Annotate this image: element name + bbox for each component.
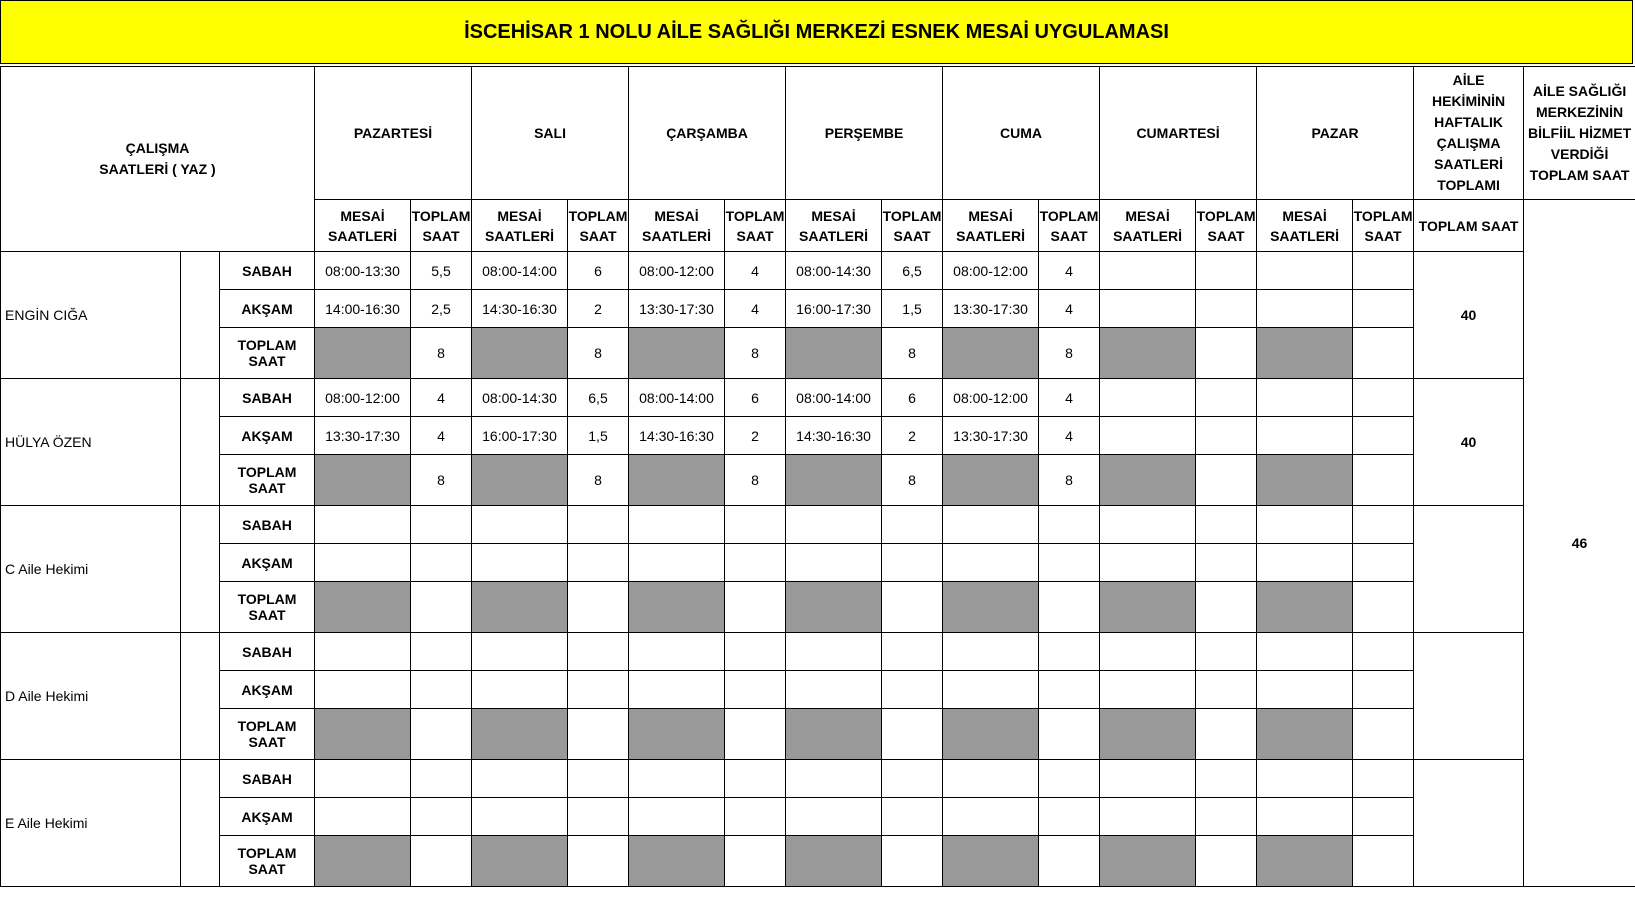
- day-total-cell: 8: [411, 455, 472, 506]
- hours-cell: [882, 760, 943, 798]
- time-range-cell: 08:00-12:00: [943, 379, 1039, 417]
- time-range-cell: [1100, 671, 1196, 709]
- table-row: [1, 290, 1635, 328]
- day-total-cell: [411, 582, 472, 633]
- hours-cell: 4: [1039, 290, 1100, 328]
- day-total-cell: [725, 836, 786, 887]
- hours-cell: [568, 798, 629, 836]
- time-range-cell: [629, 544, 725, 582]
- time-range-cell: [943, 798, 1039, 836]
- time-range-cell: 08:00-14:00: [472, 252, 568, 290]
- table-row: [1, 633, 1635, 671]
- shaded-cell: [1100, 328, 1196, 379]
- hours-cell: 4: [725, 252, 786, 290]
- time-range-cell: [1257, 379, 1353, 417]
- hours-cell: [725, 671, 786, 709]
- time-range-cell: [472, 671, 568, 709]
- hours-cell: [411, 671, 472, 709]
- shaded-cell: [1100, 836, 1196, 887]
- time-range-cell: 08:00-12:00: [943, 252, 1039, 290]
- day-total-cell: [1196, 836, 1257, 887]
- shaded-cell: [943, 455, 1039, 506]
- table-row: [1, 671, 1635, 709]
- total-hours-subheader: TOPLAM SAAT: [1196, 200, 1257, 252]
- hours-cell: [411, 633, 472, 671]
- shaded-cell: [315, 328, 411, 379]
- total-hours-subheader: TOPLAM SAAT: [411, 200, 472, 252]
- shift-label: TOPLAM SAAT: [220, 582, 315, 633]
- center-total-value: 46: [1524, 200, 1635, 887]
- shaded-cell: [786, 709, 882, 760]
- time-range-cell: [943, 506, 1039, 544]
- time-range-cell: [1100, 417, 1196, 455]
- table-row: [1, 328, 1635, 379]
- time-range-cell: [629, 798, 725, 836]
- day-total-cell: [1353, 328, 1414, 379]
- time-range-cell: [1100, 252, 1196, 290]
- shaded-cell: [472, 836, 568, 887]
- table-row: [1, 379, 1635, 417]
- shaded-cell: [1257, 582, 1353, 633]
- time-range-cell: [786, 506, 882, 544]
- time-range-cell: [786, 544, 882, 582]
- day-header: PERŞEMBE: [786, 67, 943, 200]
- shaded-cell: [1100, 455, 1196, 506]
- weekly-total-value: 40: [1414, 252, 1524, 379]
- time-range-cell: [1257, 544, 1353, 582]
- time-range-cell: 16:00-17:30: [472, 417, 568, 455]
- shaded-cell: [315, 582, 411, 633]
- table-row: [1, 836, 1635, 887]
- time-range-cell: [315, 544, 411, 582]
- hours-cell: [1196, 417, 1257, 455]
- weekly-total-value: [1414, 506, 1524, 633]
- hours-cell: [1353, 633, 1414, 671]
- day-total-cell: 8: [725, 455, 786, 506]
- day-total-cell: [568, 709, 629, 760]
- table-row: [1, 417, 1635, 455]
- time-range-cell: [786, 760, 882, 798]
- doctor-name: E Aile Hekimi: [1, 760, 181, 887]
- hours-cell: [1196, 798, 1257, 836]
- time-range-cell: 13:30-17:30: [943, 417, 1039, 455]
- shaded-cell: [629, 328, 725, 379]
- day-total-cell: [882, 836, 943, 887]
- day-total-cell: 8: [1039, 455, 1100, 506]
- total-hours-subheader: TOPLAM SAAT: [882, 200, 943, 252]
- hours-cell: [1196, 252, 1257, 290]
- day-total-cell: 8: [411, 328, 472, 379]
- day-total-cell: 8: [882, 455, 943, 506]
- time-range-cell: [1257, 798, 1353, 836]
- hours-cell: 2: [882, 417, 943, 455]
- day-total-cell: [1196, 582, 1257, 633]
- time-range-cell: 08:00-12:00: [315, 379, 411, 417]
- time-range-cell: [472, 633, 568, 671]
- time-range-cell: 13:30-17:30: [315, 417, 411, 455]
- time-range-cell: [1100, 290, 1196, 328]
- time-range-cell: [315, 671, 411, 709]
- shift-label: AKŞAM: [220, 671, 315, 709]
- day-total-cell: [1353, 582, 1414, 633]
- weekly-total-value: 40: [1414, 379, 1524, 506]
- day-total-cell: [1039, 582, 1100, 633]
- doctor-name: HÜLYA ÖZEN: [1, 379, 181, 506]
- day-total-cell: [411, 709, 472, 760]
- hours-cell: [882, 506, 943, 544]
- time-range-cell: 14:30-16:30: [786, 417, 882, 455]
- hours-cell: [1353, 379, 1414, 417]
- time-range-cell: [315, 798, 411, 836]
- doctor-name: C Aile Hekimi: [1, 506, 181, 633]
- hours-cell: [1353, 798, 1414, 836]
- time-range-cell: [1257, 506, 1353, 544]
- time-range-cell: 08:00-12:00: [629, 252, 725, 290]
- hours-cell: [568, 544, 629, 582]
- time-range-cell: [1257, 290, 1353, 328]
- shaded-cell: [629, 455, 725, 506]
- hours-cell: [1353, 760, 1414, 798]
- hours-cell: [411, 506, 472, 544]
- total-hours-subheader: TOPLAM SAAT: [1039, 200, 1100, 252]
- hours-cell: [1196, 506, 1257, 544]
- hours-cell: [411, 544, 472, 582]
- time-range-cell: [786, 798, 882, 836]
- time-range-cell: [1100, 544, 1196, 582]
- shaded-cell: [315, 709, 411, 760]
- mesai-hours-subheader: MESAİ SAATLERİ: [786, 200, 882, 252]
- time-range-cell: [786, 671, 882, 709]
- mesai-hours-subheader: MESAİ SAATLERİ: [1257, 200, 1353, 252]
- shift-label: TOPLAM SAAT: [220, 836, 315, 887]
- hours-cell: 6,5: [568, 379, 629, 417]
- mesai-hours-subheader: MESAİ SAATLERİ: [943, 200, 1039, 252]
- hours-cell: 4: [411, 417, 472, 455]
- hours-cell: [568, 760, 629, 798]
- hours-cell: [568, 633, 629, 671]
- time-range-cell: [1257, 633, 1353, 671]
- shaded-cell: [1257, 328, 1353, 379]
- weekly-total-value: [1414, 633, 1524, 760]
- shaded-cell: [943, 709, 1039, 760]
- shift-label: SABAH: [220, 760, 315, 798]
- time-range-cell: [1100, 760, 1196, 798]
- time-range-cell: [786, 633, 882, 671]
- hours-cell: [1196, 290, 1257, 328]
- blank-cell: [181, 379, 220, 506]
- weekly-total-subheader: TOPLAM SAAT: [1414, 200, 1524, 252]
- hours-cell: [882, 671, 943, 709]
- time-range-cell: [1100, 633, 1196, 671]
- schedule-table: [0, 66, 1635, 887]
- hours-cell: 6: [882, 379, 943, 417]
- hours-cell: [1353, 506, 1414, 544]
- hours-cell: [882, 798, 943, 836]
- table-row: [1, 582, 1635, 633]
- time-range-cell: 08:00-13:30: [315, 252, 411, 290]
- shaded-cell: [943, 836, 1039, 887]
- shaded-cell: [943, 328, 1039, 379]
- weekly-total-header: AİLE HEKİMİNİN HAFTALIK ÇALIŞMA SAATLERİ TOPLAMI: [1414, 67, 1524, 200]
- shaded-cell: [1257, 836, 1353, 887]
- day-total-cell: [725, 582, 786, 633]
- day-total-cell: [568, 582, 629, 633]
- day-header: ÇARŞAMBA: [629, 67, 786, 200]
- mesai-hours-subheader: MESAİ SAATLERİ: [1100, 200, 1196, 252]
- shaded-cell: [943, 582, 1039, 633]
- hours-cell: 5,5: [411, 252, 472, 290]
- shift-label: AKŞAM: [220, 544, 315, 582]
- hours-cell: [725, 760, 786, 798]
- shaded-cell: [786, 328, 882, 379]
- time-range-cell: 08:00-14:00: [629, 379, 725, 417]
- time-range-cell: 08:00-14:30: [472, 379, 568, 417]
- hours-cell: [1353, 544, 1414, 582]
- table-row: [1, 709, 1635, 760]
- hours-cell: [411, 798, 472, 836]
- shift-label: TOPLAM SAAT: [220, 709, 315, 760]
- shaded-cell: [629, 709, 725, 760]
- mesai-hours-subheader: MESAİ SAATLERİ: [629, 200, 725, 252]
- hours-cell: 4: [1039, 417, 1100, 455]
- day-total-cell: [1196, 455, 1257, 506]
- hours-cell: 4: [1039, 252, 1100, 290]
- shaded-cell: [629, 582, 725, 633]
- day-total-cell: [411, 836, 472, 887]
- hours-cell: [568, 506, 629, 544]
- time-range-cell: [472, 798, 568, 836]
- hours-cell: [1039, 544, 1100, 582]
- time-range-cell: 14:00-16:30: [315, 290, 411, 328]
- time-range-cell: 14:30-16:30: [472, 290, 568, 328]
- shift-label: TOPLAM SAAT: [220, 455, 315, 506]
- hours-cell: [1196, 544, 1257, 582]
- mesai-hours-subheader: MESAİ SAATLERİ: [315, 200, 411, 252]
- shaded-cell: [472, 328, 568, 379]
- time-range-cell: [1100, 798, 1196, 836]
- shift-label: SABAH: [220, 252, 315, 290]
- time-range-cell: [629, 506, 725, 544]
- shaded-cell: [1100, 709, 1196, 760]
- day-total-cell: [568, 836, 629, 887]
- shaded-cell: [629, 836, 725, 887]
- shaded-cell: [472, 709, 568, 760]
- shift-label: AKŞAM: [220, 798, 315, 836]
- table-row: [1, 798, 1635, 836]
- doctor-name: D Aile Hekimi: [1, 633, 181, 760]
- hours-cell: [725, 798, 786, 836]
- hours-cell: [1039, 506, 1100, 544]
- shaded-cell: [1257, 455, 1353, 506]
- shaded-cell: [315, 836, 411, 887]
- shaded-cell: [786, 455, 882, 506]
- time-range-cell: [1257, 252, 1353, 290]
- time-range-cell: 13:30-17:30: [629, 290, 725, 328]
- day-total-cell: [882, 709, 943, 760]
- time-range-cell: [1257, 760, 1353, 798]
- hours-cell: [1196, 379, 1257, 417]
- shift-label: AKŞAM: [220, 417, 315, 455]
- day-header: CUMARTESİ: [1100, 67, 1257, 200]
- time-range-cell: [629, 633, 725, 671]
- time-range-cell: [943, 671, 1039, 709]
- hours-cell: [411, 760, 472, 798]
- time-range-cell: [472, 544, 568, 582]
- time-range-cell: [315, 633, 411, 671]
- hours-cell: 2: [725, 417, 786, 455]
- day-total-cell: 8: [568, 455, 629, 506]
- day-header: PAZAR: [1257, 67, 1414, 200]
- hours-cell: [725, 544, 786, 582]
- shaded-cell: [1100, 582, 1196, 633]
- table-row: [1, 252, 1635, 290]
- shaded-cell: [315, 455, 411, 506]
- mesai-hours-subheader: MESAİ SAATLERİ: [472, 200, 568, 252]
- hours-cell: [1353, 252, 1414, 290]
- day-total-cell: [882, 582, 943, 633]
- hours-cell: [1353, 417, 1414, 455]
- day-total-cell: [725, 709, 786, 760]
- weekly-total-value: [1414, 760, 1524, 887]
- page-title: İSCEHİSAR 1 NOLU AİLE SAĞLIĞI MERKEZİ ESNEK MESAİ UYGULAMASI: [0, 0, 1633, 64]
- day-total-cell: [1196, 709, 1257, 760]
- hours-cell: [1039, 798, 1100, 836]
- time-range-cell: [1100, 379, 1196, 417]
- hours-cell: [1196, 671, 1257, 709]
- day-header: SALI: [472, 67, 629, 200]
- shift-label: SABAH: [220, 506, 315, 544]
- time-range-cell: [315, 760, 411, 798]
- hours-cell: 2,5: [411, 290, 472, 328]
- hours-cell: 4: [1039, 379, 1100, 417]
- time-range-cell: 08:00-14:00: [786, 379, 882, 417]
- total-hours-subheader: TOPLAM SAAT: [1353, 200, 1414, 252]
- time-range-cell: [629, 760, 725, 798]
- hours-cell: 4: [725, 290, 786, 328]
- hours-cell: [568, 671, 629, 709]
- total-hours-subheader: TOPLAM SAAT: [725, 200, 786, 252]
- hours-cell: [1039, 760, 1100, 798]
- hours-cell: 1,5: [882, 290, 943, 328]
- doctor-name: ENGİN CIĞA: [1, 252, 181, 379]
- hours-cell: [1353, 671, 1414, 709]
- time-range-cell: 16:00-17:30: [786, 290, 882, 328]
- table-row: [1, 544, 1635, 582]
- shaded-cell: [472, 455, 568, 506]
- shift-label: TOPLAM SAAT: [220, 328, 315, 379]
- time-range-cell: [1257, 671, 1353, 709]
- hours-cell: [725, 633, 786, 671]
- hours-cell: [1039, 633, 1100, 671]
- blank-cell: [181, 252, 220, 379]
- day-total-cell: [1353, 836, 1414, 887]
- day-total-cell: [1353, 709, 1414, 760]
- day-total-cell: [1039, 709, 1100, 760]
- time-range-cell: [472, 760, 568, 798]
- time-range-cell: [943, 633, 1039, 671]
- day-total-cell: [1353, 455, 1414, 506]
- blank-cell: [181, 633, 220, 760]
- hours-cell: [882, 633, 943, 671]
- shift-label: SABAH: [220, 633, 315, 671]
- day-total-cell: 8: [725, 328, 786, 379]
- time-range-cell: [1257, 417, 1353, 455]
- time-range-cell: [315, 506, 411, 544]
- day-total-cell: [1196, 328, 1257, 379]
- hours-cell: 4: [411, 379, 472, 417]
- day-total-cell: 8: [568, 328, 629, 379]
- center-total-header: AİLE SAĞLIĞI MERKEZİNİN BİLFİİL HİZMET VERDİĞİ TOPLAM SAAT: [1524, 67, 1635, 200]
- blank-cell: [181, 506, 220, 633]
- hours-cell: [1353, 290, 1414, 328]
- hours-cell: 6: [725, 379, 786, 417]
- time-range-cell: [943, 760, 1039, 798]
- time-range-cell: [472, 506, 568, 544]
- time-range-cell: [629, 671, 725, 709]
- day-header: CUMA: [943, 67, 1100, 200]
- shaded-cell: [472, 582, 568, 633]
- total-hours-subheader: TOPLAM SAAT: [568, 200, 629, 252]
- hours-cell: 6: [568, 252, 629, 290]
- table-row: [1, 455, 1635, 506]
- shaded-cell: [1257, 709, 1353, 760]
- table-row: [1, 506, 1635, 544]
- day-total-cell: [1039, 836, 1100, 887]
- hours-cell: 2: [568, 290, 629, 328]
- shaded-cell: [786, 836, 882, 887]
- time-range-cell: 08:00-14:30: [786, 252, 882, 290]
- shift-label: AKŞAM: [220, 290, 315, 328]
- hours-cell: 1,5: [568, 417, 629, 455]
- time-range-cell: 14:30-16:30: [629, 417, 725, 455]
- hours-cell: [882, 544, 943, 582]
- hours-cell: [1039, 671, 1100, 709]
- hours-cell: [1196, 760, 1257, 798]
- time-range-cell: [943, 544, 1039, 582]
- day-header: PAZARTESİ: [315, 67, 472, 200]
- time-range-cell: 13:30-17:30: [943, 290, 1039, 328]
- working-hours-header: ÇALIŞMA SAATLERİ ( YAZ ): [1, 67, 315, 252]
- hours-cell: [725, 506, 786, 544]
- shaded-cell: [786, 582, 882, 633]
- table-row: [1, 760, 1635, 798]
- blank-cell: [181, 760, 220, 887]
- day-total-cell: 8: [1039, 328, 1100, 379]
- hours-cell: [1196, 633, 1257, 671]
- time-range-cell: [1100, 506, 1196, 544]
- day-total-cell: 8: [882, 328, 943, 379]
- hours-cell: 6,5: [882, 252, 943, 290]
- shift-label: SABAH: [220, 379, 315, 417]
